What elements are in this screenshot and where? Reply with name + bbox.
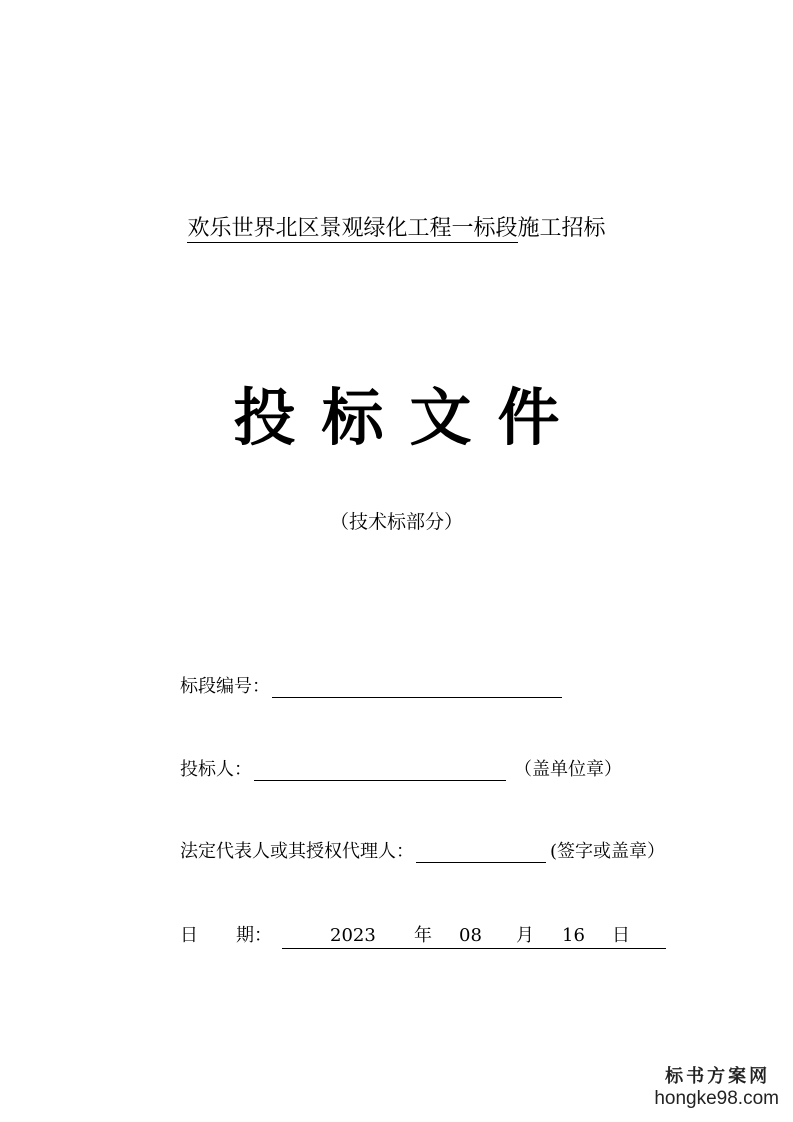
bidder-label: 投标人： [180, 759, 252, 780]
document-subtitle: （技术标部分） [329, 511, 463, 533]
representative-sign-note: (签字或盖章） [550, 841, 666, 862]
bidder-row [180, 757, 622, 783]
date-label-day-char: 日 [180, 925, 198, 946]
section-number-blank [272, 675, 562, 698]
representative-blank [416, 840, 546, 863]
date-line [282, 924, 666, 949]
date-label-period-char: 期： [236, 925, 272, 946]
date-row [180, 923, 666, 949]
watermark-url: hongke98.com [654, 1088, 779, 1109]
date-year-unit: 年 [414, 925, 432, 946]
section-number-label: 标段编号： [180, 676, 270, 697]
project-name-rest: 施工招标 [517, 216, 606, 241]
date-day-unit: 日 [612, 925, 630, 946]
date-year: 2023 [330, 925, 376, 946]
bidder-blank [254, 758, 506, 781]
watermark-cn: 标书方案网 [665, 1066, 771, 1087]
project-name-underlined: 欢乐世界北区景观绿化工程一标段 [187, 216, 518, 241]
document-title: 投标文件 [233, 381, 586, 454]
project-title [0, 214, 793, 244]
representative-row [180, 839, 665, 865]
date-month: 08 [459, 925, 482, 946]
date-month-unit: 月 [516, 925, 534, 946]
bidder-seal-note: （盖单位章） [514, 759, 622, 780]
site-watermark [654, 1068, 779, 1108]
date-day: 16 [562, 925, 585, 946]
section-number-row [180, 674, 562, 700]
representative-label: 法定代表人或其授权代理人： [180, 841, 414, 862]
